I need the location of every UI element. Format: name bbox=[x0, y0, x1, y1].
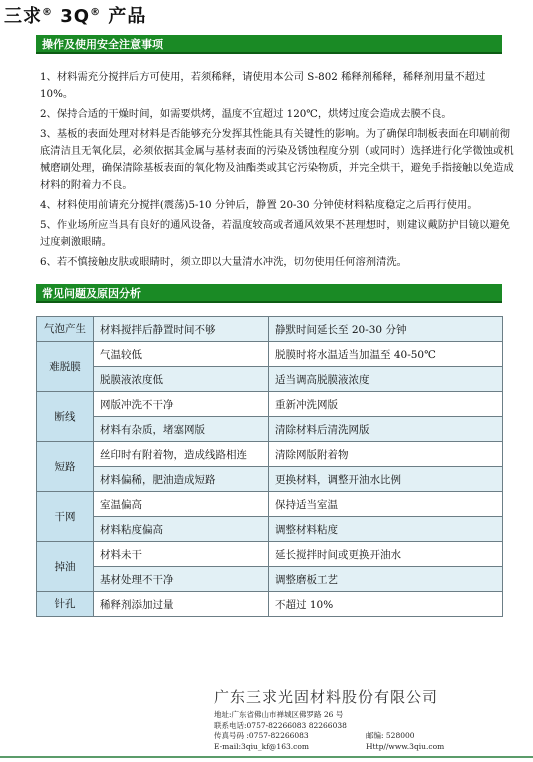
issue-cause: 网版冲洗不干净 bbox=[94, 392, 269, 417]
issue-solution: 更换材料，调整开油水比例 bbox=[269, 467, 503, 492]
issue-category: 短路 bbox=[37, 442, 94, 492]
issue-cause: 丝印时有附着物，造成线路相连 bbox=[94, 442, 269, 467]
section-header-safety: 操作及使用安全注意事项 bbox=[36, 35, 502, 54]
safety-note: 4、材料使用前请充分搅拌(震荡)5-10 分钟后，静置 20-30 分钟使材料粘度稳定之后再行使用。 bbox=[40, 199, 478, 211]
table-row bbox=[37, 467, 503, 492]
issue-category: 断线 bbox=[37, 392, 94, 442]
issue-cause: 气温较低 bbox=[94, 342, 269, 367]
issue-category: 干网 bbox=[37, 492, 94, 542]
safety-note: 3、基板的表面处理对材料是否能够充分发挥其性能具有关键性的影响。为了确保印制板表面在印刷前彻底清洁且无氧化层，必须依据其金属与基材表面的污染及锈蚀程度分别（或同时）选择进行化学微蚀或机械磨刷处理，确保清除基板表面的氧化物及油酯类或其它污染物质，并完全烘干，避免手指接触以免造成材料的附着力不良。 bbox=[40, 128, 514, 191]
issue-solution: 调整材料粘度 bbox=[269, 517, 503, 542]
phone-line: 联系电话:0757-82266083 82266038 bbox=[214, 720, 347, 730]
table-row bbox=[37, 392, 503, 417]
table-row bbox=[37, 592, 503, 617]
issue-solution: 脱膜时将水温适当加温至 40-50℃ bbox=[269, 342, 503, 367]
brand-title bbox=[4, 2, 146, 28]
issue-cause: 材料粘度偏高 bbox=[94, 517, 269, 542]
issue-category: 掉油 bbox=[37, 542, 94, 592]
issue-cause: 材料搅拌后静置时间不够 bbox=[94, 317, 269, 342]
section-header-issues: 常见问题及原因分析 bbox=[36, 284, 502, 303]
issue-cause: 材料有杂质，堵塞网版 bbox=[94, 417, 269, 442]
issue-cause: 室温偏高 bbox=[94, 492, 269, 517]
table-row bbox=[37, 492, 503, 517]
website-link[interactable]: Http//www.3qiu.com bbox=[366, 741, 445, 751]
issue-category: 针孔 bbox=[37, 592, 94, 617]
brand-suffix: 产品 bbox=[108, 6, 147, 27]
issue-category: 气泡产生 bbox=[37, 317, 94, 342]
table-row bbox=[37, 567, 503, 592]
fax-line: 传真号码 :0757-82266083 bbox=[214, 731, 309, 740]
company-name: 广东三求光固材料股份有限公司 bbox=[214, 688, 439, 706]
issue-cause: 基材处理不干净 bbox=[94, 567, 269, 592]
postcode-line: 邮编: 528000 bbox=[366, 731, 415, 740]
table-row bbox=[37, 367, 503, 392]
issue-solution: 延长搅拌时间或更换开油水 bbox=[269, 542, 503, 567]
footer-divider bbox=[0, 756, 533, 758]
table-row bbox=[37, 417, 503, 442]
brand-product: 3Q bbox=[60, 6, 91, 27]
issue-solution: 保持适当室温 bbox=[269, 492, 503, 517]
email-link[interactable]: E-mail:3qiu_kf@163.com bbox=[214, 741, 309, 751]
issue-solution: 重新冲洗网版 bbox=[269, 392, 503, 417]
safety-notes-list bbox=[40, 69, 518, 274]
issue-solution: 调整磨板工艺 bbox=[269, 567, 503, 592]
issues-table bbox=[36, 316, 503, 617]
registered-mark: ® bbox=[42, 7, 53, 18]
issue-solution: 不超过 10% bbox=[269, 592, 503, 617]
safety-note: 6、若不慎接触皮肤或眼睛时，须立即以大量清水冲洗，切勿使用任何溶剂清洗。 bbox=[40, 256, 407, 268]
issue-cause: 材料未干 bbox=[94, 542, 269, 567]
brand-name: 三求 bbox=[4, 6, 42, 27]
issue-solution: 静默时间延长至 20-30 分钟 bbox=[269, 317, 503, 342]
safety-note: 2、保持合适的干燥时间，如需要烘烤，温度不宜超过 120℃，烘烤过度会造成去膜不良。 bbox=[40, 108, 452, 120]
table-row bbox=[37, 342, 503, 367]
issue-cause: 稀释剂添加过量 bbox=[94, 592, 269, 617]
table-row bbox=[37, 317, 503, 342]
table-row bbox=[37, 517, 503, 542]
safety-note: 5、作业场所应当具有良好的通风设备，若温度较高或者通风效果不甚理想时，则建议戴防护目镜以避免过度刺激眼睛。 bbox=[40, 219, 510, 248]
contact-block bbox=[214, 710, 444, 752]
address-line: 地址:广东省佛山市禅城区佛罗路 26 号 bbox=[214, 710, 344, 719]
issue-category: 难脱膜 bbox=[37, 342, 94, 392]
registered-mark-2: ® bbox=[90, 7, 102, 18]
safety-note: 1、材料需充分搅拌后方可使用，若须稀释，请使用本公司 S-802 稀释剂稀释，稀释剂用量不超过 10%。 bbox=[40, 71, 486, 100]
issue-cause: 材料偏稀，肥油造成短路 bbox=[94, 467, 269, 492]
table-row bbox=[37, 542, 503, 567]
issue-solution: 清除网版附着物 bbox=[269, 442, 503, 467]
issue-solution: 适当调高脱膜液浓度 bbox=[269, 367, 503, 392]
issue-cause: 脱膜液浓度低 bbox=[94, 367, 269, 392]
issue-solution: 清除材料后清洗网版 bbox=[269, 417, 503, 442]
table-row bbox=[37, 442, 503, 467]
